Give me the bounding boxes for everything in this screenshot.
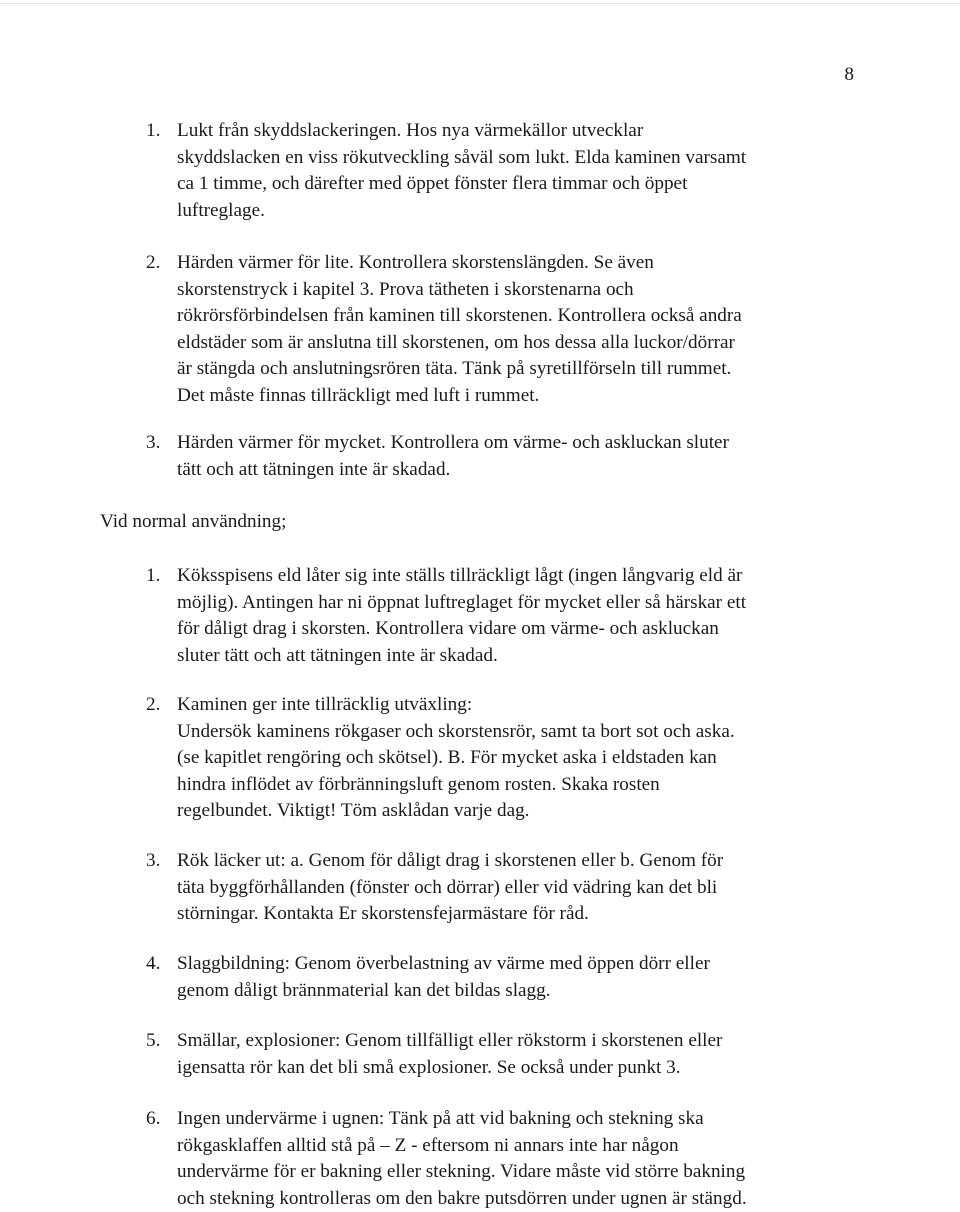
- scan-edge-line: [0, 3, 960, 4]
- item-text-line: Härden värmer för mycket. Kontrollera om värme- och askluckan sluter: [146, 430, 866, 457]
- page-number: 8: [834, 62, 854, 89]
- list-item: [146, 563, 866, 669]
- item-text-line: Lukt från skyddslackeringen. Hos nya värmekällor utvecklar: [146, 118, 866, 145]
- item-text-line: rökgasklaffen alltid stå på – Z - eftersom ni annars inte har någon: [146, 1133, 866, 1160]
- item-text-line: för dåligt drag i skorsten. Kontrollera vidare om värme- och askluckan: [146, 616, 866, 643]
- item-text-line: luftreglage.: [146, 198, 866, 225]
- list-item: [146, 430, 866, 483]
- item-text-line: Det måste finnas tillräckligt med luft i rummet.: [146, 383, 866, 410]
- item-number: 2.: [146, 250, 176, 277]
- item-text-line: Kaminen ger inte tillräcklig utväxling:: [146, 692, 866, 719]
- item-text-line: rökrörsförbindelsen från kaminen till skorstenen. Kontrollera också andra: [146, 303, 866, 330]
- item-text-line: och stekning kontrolleras om den bakre putsdörren under ugnen är stängd.: [146, 1186, 866, 1212]
- item-number: 1.: [146, 118, 176, 145]
- item-number: 3.: [146, 430, 176, 457]
- item-text-line: skyddslacken en viss rökutveckling såväl som lukt. Elda kaminen varsamt: [146, 145, 866, 172]
- item-number: 4.: [146, 951, 176, 978]
- item-text-line: möjlig). Antingen har ni öppnat luftreglaget för mycket eller så härskar ett: [146, 590, 866, 617]
- item-number: 6.: [146, 1106, 176, 1133]
- item-text-line: hindra inflödet av förbränningsluft genom rosten. Skaka rosten: [146, 772, 866, 799]
- item-text-line: sluter tätt och att tätningen inte är skadad.: [146, 643, 866, 670]
- item-text-line: Smällar, explosioner: Genom tillfälligt eller rökstorm i skorstenen eller: [146, 1028, 866, 1055]
- list-item: [146, 250, 866, 409]
- item-number: 5.: [146, 1028, 176, 1055]
- list-item: [146, 848, 866, 928]
- item-text-line: regelbundet. Viktigt! Töm asklådan varje dag.: [146, 798, 866, 825]
- item-text-line: störningar. Kontakta Er skorstensfejarmästare för råd.: [146, 901, 866, 928]
- list-item: [146, 1028, 866, 1081]
- item-text-line: är stängda och anslutningsrören täta. Tänk på syretillförseln till rummet.: [146, 356, 866, 383]
- item-text-line: eldstäder som är anslutna till skorstenen, om hos dessa alla luckor/dörrar: [146, 330, 866, 357]
- item-text-line: täta byggförhållanden (fönster och dörrar) eller vid vädring kan det bli: [146, 875, 866, 902]
- item-text-line: tätt och att tätningen inte är skadad.: [146, 457, 866, 484]
- item-text-line: Köksspisens eld låter sig inte ställs tillräckligt lågt (ingen långvarig eld är: [146, 563, 866, 590]
- item-text-line: genom dåligt brännmaterial kan det bildas slagg.: [146, 978, 866, 1005]
- item-text-line: skorstenstryck i kapitel 3. Prova tätheten i skorstenarna och: [146, 277, 866, 304]
- item-number: 2.: [146, 692, 176, 719]
- item-text-line: Slaggbildning: Genom överbelastning av värme med öppen dörr eller: [146, 951, 866, 978]
- item-text-line: igensatta rör kan det bli små explosioner. Se också under punkt 3.: [146, 1055, 866, 1082]
- list-item: [146, 692, 866, 825]
- list-item: [146, 951, 866, 1004]
- section-heading: Vid normal användning;: [100, 509, 286, 536]
- item-text-line: Härden värmer för lite. Kontrollera skorstenslängden. Se även: [146, 250, 866, 277]
- item-number: 1.: [146, 563, 176, 590]
- item-text-line: Rök läcker ut: a. Genom för dåligt drag i skorstenen eller b. Genom för: [146, 848, 866, 875]
- item-text-line: undervärme för er bakning eller stekning. Vidare måste vid större bakning: [146, 1159, 866, 1186]
- item-number: 3.: [146, 848, 176, 875]
- list-item: [146, 1106, 866, 1212]
- item-text-line: ca 1 timme, och därefter med öppet fönster flera timmar och öppet: [146, 171, 866, 198]
- list-item: [146, 118, 866, 224]
- item-text-line: (se kapitlet rengöring och skötsel). B. För mycket aska i eldstaden kan: [146, 745, 866, 772]
- item-text-line: Undersök kaminens rökgaser och skorstensrör, samt ta bort sot och aska.: [146, 719, 866, 746]
- item-text-line: Ingen undervärme i ugnen: Tänk på att vid bakning och stekning ska: [146, 1106, 866, 1133]
